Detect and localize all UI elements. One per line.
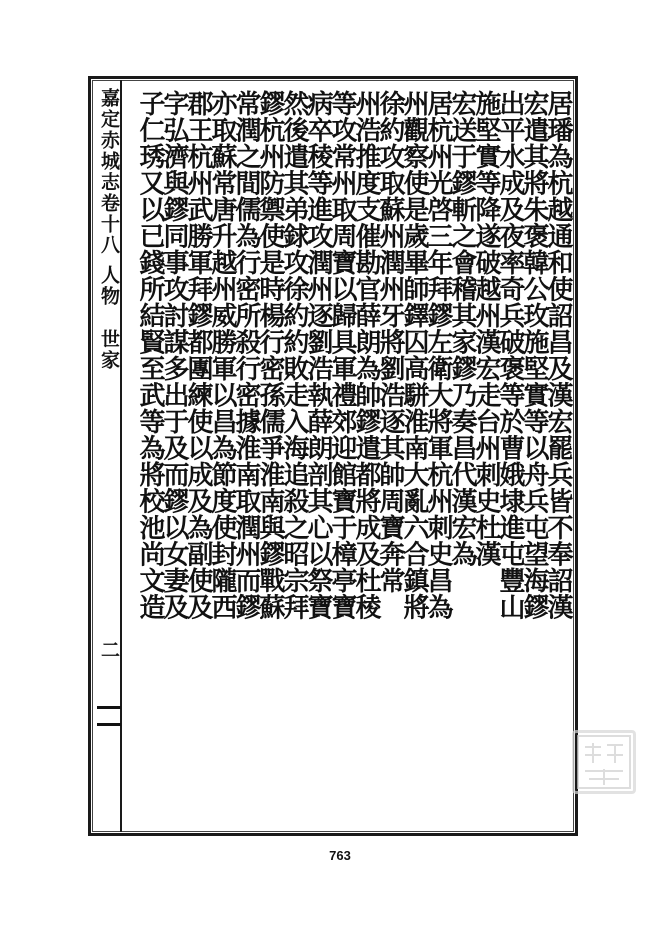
fishtail-mark (97, 706, 121, 726)
text-column: 州浩推度支催勘官薛朗為帥鏐遣都將成及杜稜 (351, 90, 381, 620)
text-column: 子仁琇又以已錢所結賢至武等為將校池尚文造 (135, 90, 165, 620)
section-label: 世家 (98, 329, 120, 372)
text-column: 鏐杭州防禦使是時楊行密孫儒爭淮南與鏐戰蘇 (255, 90, 285, 620)
library-seal-icon (572, 730, 636, 794)
text-column: 亦取蘇常唐升越州威勝軍以昌為節度使封隴西 (207, 90, 237, 620)
text-column: 出平水成及夜率奇兵破褒等於曹娥埭進屯豐山 (495, 90, 525, 620)
leaf-number: 二 (98, 640, 120, 659)
text-column: 居杭州光啓三年拜鏐左衛大將軍杭州刺史昌為 (423, 90, 453, 620)
text-column: 州觀察使是歲畢師鐸囚高駢淮南大亂六合鎮將 (399, 90, 429, 620)
book-title-text: 嘉定赤城志卷十八 人物 (98, 88, 120, 307)
text-column: 施堅實等降遂破越州漢宏走台州刺史杜漢 (471, 90, 501, 567)
text-column: 然後遣其弟銶攻徐約約敗走入海追殺之昭宗拜 (279, 90, 309, 620)
text-column: 常潤之間儒為行密所殺行密據淮南取潤州而鏐 (231, 90, 261, 620)
text-column: 字弘濟與鏐同事攻討謀多出于及而鏐以女妻及 (159, 90, 189, 620)
text-column: 宏遣其將朱褒韓公玫施堅實等以舟兵屯望海鏐 (519, 90, 549, 620)
text-column: 等攻常州取周寶以歸具軍禮郊迎館寶于樟亭寶 (327, 90, 357, 620)
text-column: 病卒稜等進攻潤州逐劉浩執薛朗剖其心以祭寶 (303, 90, 333, 620)
text-column: 郡王杭州武勝軍拜鏐都團練使以成及為副使及 (183, 90, 213, 620)
text-column: 宏送于鏐斬之會稽其家鏐乃奏昌代漢宏為 (447, 90, 477, 567)
text-column: 徐約攻取蘇州潤州牙將劉浩逐其帥周寶奔常 (375, 90, 405, 594)
text-column: 居璠為杭越通和使詔昌及漢宏罷兵皆不奉詔漢 (543, 90, 573, 620)
page-number: 763 (329, 848, 351, 863)
book-title (98, 88, 120, 371)
